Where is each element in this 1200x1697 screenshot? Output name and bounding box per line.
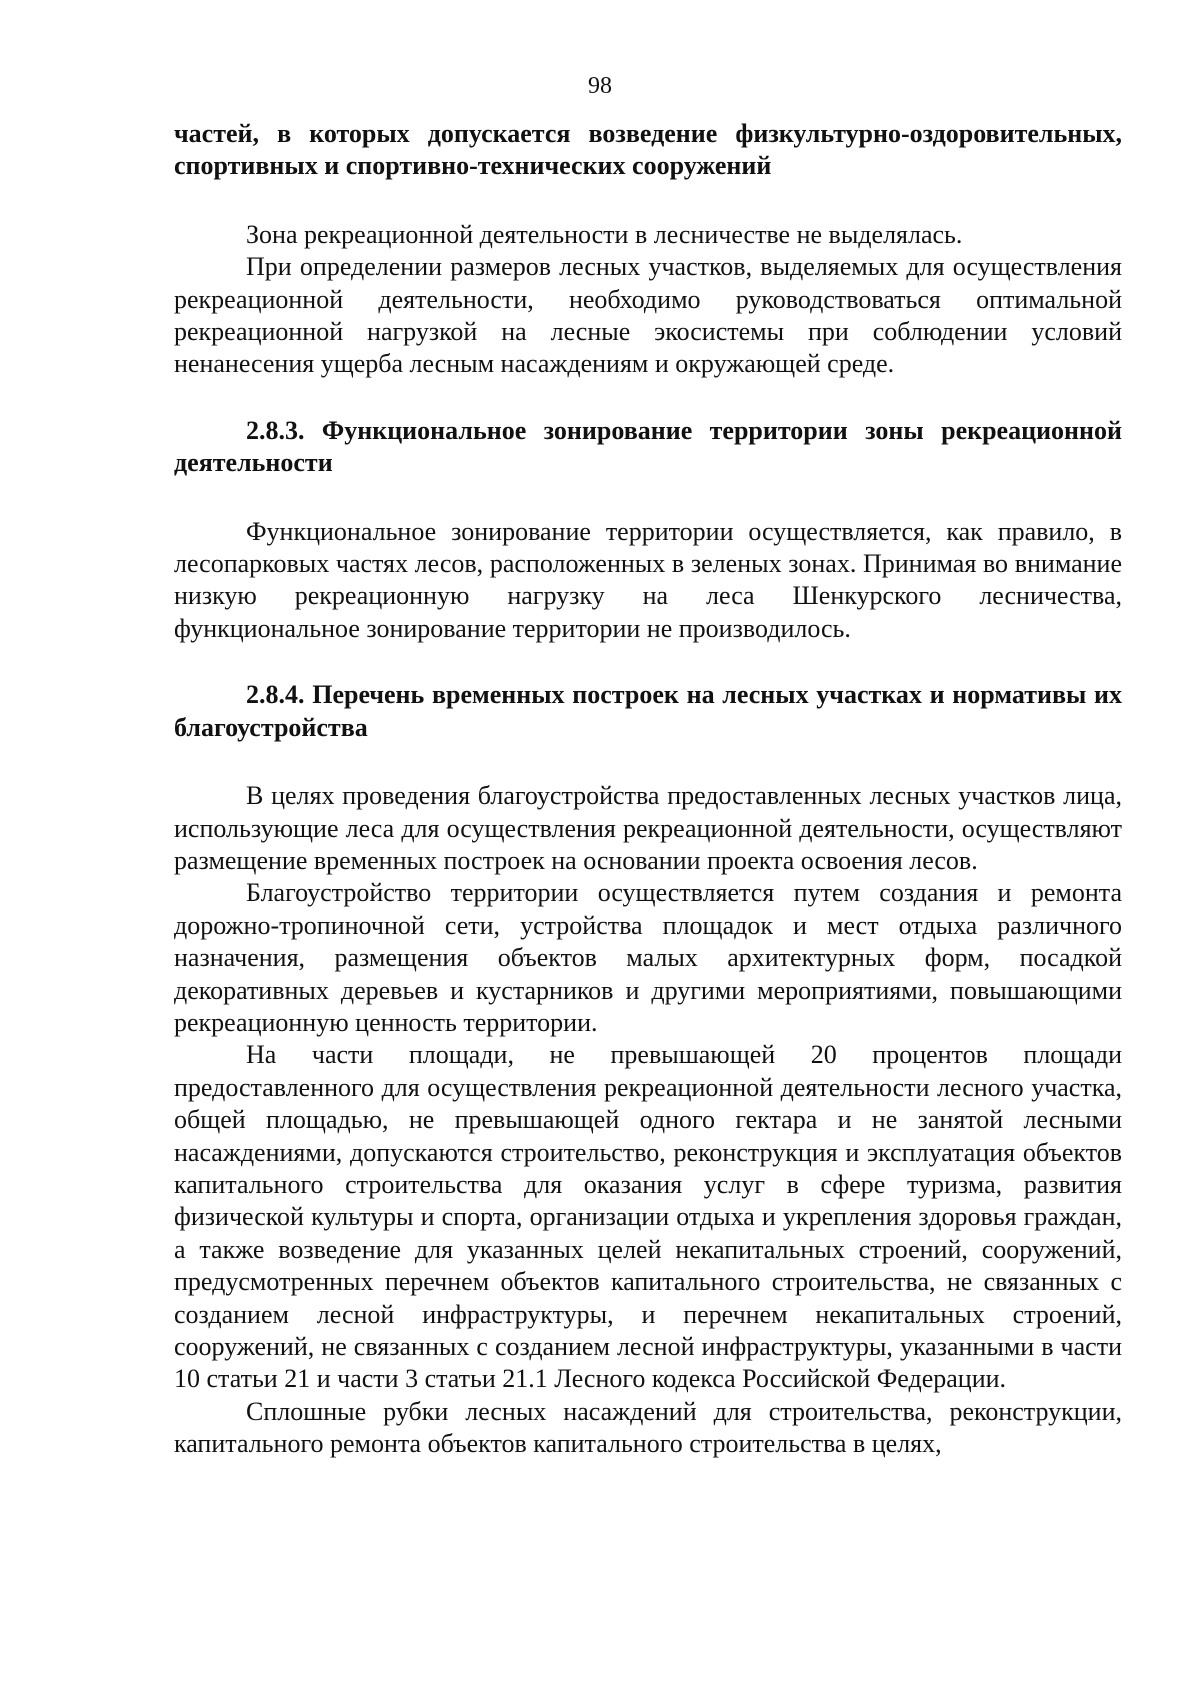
section-heading-2-8-4: 2.8.4. Перечень временных построек на лесных участках и нормативы их благоустройства <box>174 680 1122 742</box>
page-number: 98 <box>588 73 612 99</box>
section-heading-recreation-parts: частей, в которых допускается возведение физкультурно-оздоровительных, спортивных и спортивно-технических сооружений <box>174 119 1122 181</box>
section-heading-2-8-3: 2.8.3. Функциональное зонирование территории зоны рекреационной деятельности <box>174 415 1122 478</box>
paragraph-landscaping: Благоустройство территории осуществляется путем создания и ремонта дорожно-тропиночной сети, устройства площадок и мест отдыха различного назначения, размещения объектов малых архитектурных форм, посадкой декоративных деревьев и кустарников и другими мероприятиями, повышающими рекреационную ценность территории. <box>174 878 1122 1037</box>
paragraph-functional-zoning: Функциональное зонирование территории осуществляется, как правило, в лесопарковых частях лесов, расположенных в зеленых зонах. Принимая во внимание низкую рекреационную нагрузку на леса Шенкурского лесничества, функциональное зонирование территории не производилось. <box>174 516 1122 643</box>
paragraph-recreation-zone: Зона рекреационной деятельности в лесничестве не выделялась. <box>246 219 963 249</box>
paragraph-clear-cutting: Сплошные рубки лесных насаждений для строительства, реконструкции, капитального ремонта объектов капитального строительства в целях, <box>174 1396 1122 1459</box>
paragraph-temporary-buildings: В целях проведения благоустройства предоставленных лесных участков лица, использующие леса для осуществления рекреационной деятельности, осуществляют размещение временных построек на основании проекта освоения лесов. <box>174 781 1122 875</box>
page-content <box>174 118 1122 1461</box>
paragraph-capital-construction: На части площади, не превышающей 20 процентов площади предоставленного для осуществления рекреационной деятельности лесного участка, общей площадью, не превышающей одного гектара и не занятой лесными насаждениями, допускаются строительство, реконструкция и эксплуатация объектов капитального строительства для оказания услуг в сфере туризма, развития физической культуры и спорта, организации отдыха и укрепления здоровья граждан, а также возведение для указанных целей некапитальных строений, сооружений, предусмотренных перечнем объектов капитального строительства, не связанных с созданием лесной инфраструктуры, и перечнем некапитальных строений, сооружений, не связанных с созданием лесной инфраструктуры, указанными в части 10 статьи 21 и части 3 статьи 21.1 Лесного кодекса Российской Федерации. <box>174 1040 1122 1394</box>
paragraph-plot-size: При определении размеров лесных участков, выделяемых для осуществления рекреационной деятельности, необходимо руководствоваться оптимальной рекреационной нагрузкой на лесные экосистемы при соблюдении условий ненанесения ущерба лесным насаждениям и окружающей среде. <box>174 252 1122 379</box>
